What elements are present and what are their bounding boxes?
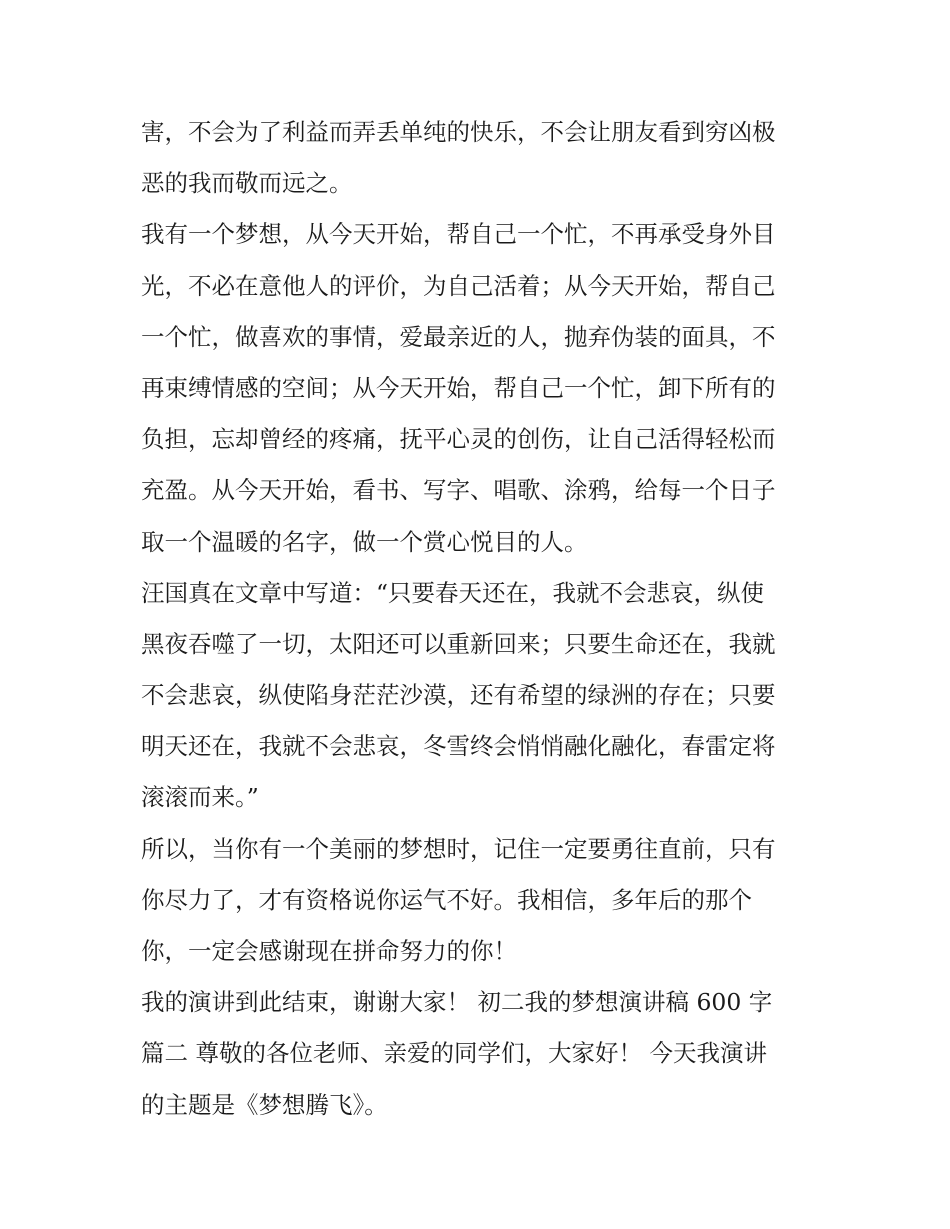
- text-line: 你尽力了，才有资格说你运气不好。我相信，多年后的那个: [141, 885, 752, 914]
- text-line: 我有一个梦想，从今天开始，帮自己一个忙，不再承受身外目: [141, 220, 776, 249]
- text-line: 一个忙，做喜欢的事情，爱最亲近的人，抛弃伪装的面具，不: [141, 322, 776, 351]
- text-line: 所以，当你有一个美丽的梦想时，记住一定要勇往直前，只有: [141, 834, 776, 863]
- text-line: 充盈。从今天开始，看书、写字、唱歌、涂鸦，给每一个日子: [141, 476, 776, 505]
- text-line: 你，一定会感谢现在拼命努力的你！: [141, 937, 517, 965]
- text-line: 不会悲哀，纵使陷身茫茫沙漠，还有希望的绿洲的存在；只要: [141, 681, 776, 710]
- speech-text-body: [141, 107, 821, 1131]
- text-line: 害，不会为了利益而弄丢单纯的快乐，不会让朋友看到穷凶极: [141, 118, 776, 146]
- text-line: 的主题是《梦想腾飞》。: [141, 1090, 388, 1119]
- text-line: 滚滚而来。”: [141, 783, 259, 812]
- text-line: 光，不必在意他人的评价，为自己活着；从今天开始，帮自己: [141, 271, 776, 300]
- text-line: 再束缚情感的空间；从今天开始，帮自己一个忙，卸下所有的: [141, 373, 776, 402]
- text-line: 明天还在，我就不会悲哀，冬雪终会悄悄融化融化，春雷定将: [141, 732, 776, 761]
- text-line: 取一个温暖的名字，做一个赏心悦目的人。: [141, 527, 588, 556]
- text-line: 负担，忘却曾经的疼痛，抚平心灵的创伤，让自己活得轻松而: [141, 425, 776, 454]
- text-line: 黑夜吞噬了一切，太阳还可以重新回来；只要生命还在，我就: [141, 629, 776, 658]
- text-line: 恶的我而敬而远之。: [141, 169, 353, 198]
- text-line: 篇二 尊敬的各位老师、亲爱的同学们，大家好！ 今天我演讲: [141, 1039, 767, 1068]
- text-line: 我的演讲到此结束，谢谢大家！ 初二我的梦想演讲稿 600 字: [141, 988, 773, 1017]
- text-line: 汪国真在文章中写道：“只要春天还在，我就不会悲哀，纵使: [141, 578, 765, 607]
